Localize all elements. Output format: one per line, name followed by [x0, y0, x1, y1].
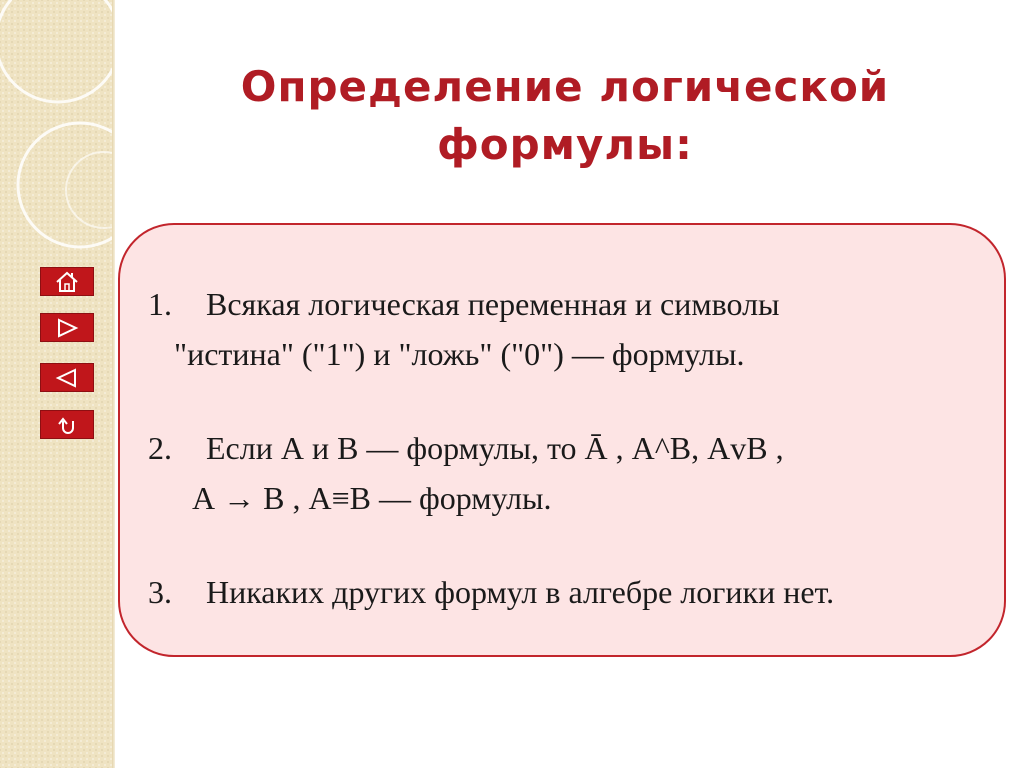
previous-slide-button[interactable] [40, 363, 94, 392]
next-slide-button[interactable] [40, 313, 94, 342]
triangle-left-icon [54, 367, 80, 389]
home-button[interactable] [40, 267, 94, 296]
definition-item-1-continuation: "истина" ("1") и "ложь" ("0") — формулы. [174, 336, 745, 372]
item-text: Никаких других формул в алгебре логики нет. [206, 574, 835, 610]
definition-item-2 [148, 430, 784, 467]
definition-item-1 [148, 286, 780, 323]
definition-item-2-continuation: А → В , А≡В — формулы. [192, 480, 552, 516]
item-number: 2. [148, 430, 172, 466]
return-button[interactable] [40, 410, 94, 439]
item-number: 3. [148, 574, 172, 610]
item-text: Если А и В — формулы, то Ā , А^В, АvВ , [206, 430, 784, 466]
return-arrow-icon [54, 413, 80, 437]
definition-item-3 [148, 574, 834, 611]
side-strip-edge [112, 0, 115, 768]
title-line-2: формулы: [437, 120, 693, 169]
item-number: 1. [148, 286, 172, 322]
triangle-right-icon [54, 317, 80, 339]
item-text: Всякая логическая переменная и символы [206, 286, 780, 322]
home-icon [54, 271, 80, 293]
title-line-1: Определение логической [240, 62, 890, 111]
slide-title [160, 58, 970, 174]
